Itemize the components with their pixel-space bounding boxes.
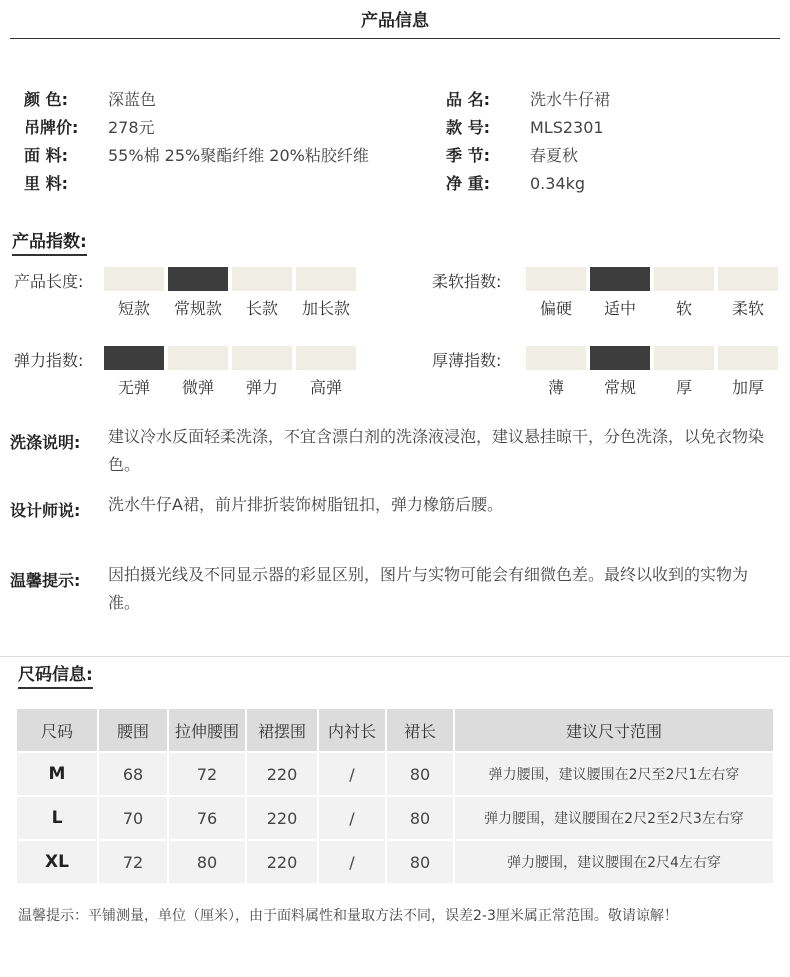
col-header-size: 尺码 — [17, 709, 97, 751]
index-label: 厚薄指数: — [432, 351, 502, 370]
page-title: 产品信息 — [361, 11, 429, 31]
info-value: 0.34kg — [530, 174, 586, 193]
info-value: 55%棉 25%聚酯纤维 20%粘胶纤维 — [108, 146, 369, 165]
index-option-label: 弹力 — [245, 378, 278, 397]
title-divider — [10, 38, 780, 39]
table-row — [17, 841, 773, 883]
info-value: 278元 — [108, 118, 155, 137]
table-cell: 80 — [387, 841, 453, 883]
table-cell: 72 — [169, 753, 245, 795]
size-table — [15, 707, 775, 885]
section-divider — [0, 656, 790, 657]
index-box — [654, 267, 714, 291]
info-label: 季 节: — [446, 146, 490, 165]
info-label: 净 重: — [446, 174, 490, 193]
index-option-label: 无弹 — [117, 378, 150, 397]
index-box — [718, 346, 778, 370]
table-cell: 220 — [247, 753, 317, 795]
note-text: 洗水牛仔A裙，前片排折装饰树脂钮扣，弹力橡筋后腰。 — [108, 495, 503, 514]
table-cell: 72 — [99, 841, 167, 883]
table-cell: / — [319, 841, 385, 883]
index-section-heading: 产品指数: — [12, 227, 87, 256]
index-box-selected — [590, 267, 650, 291]
index-option-label: 高弹 — [309, 378, 342, 397]
index-label: 产品长度: — [14, 272, 84, 291]
index-box-selected — [590, 346, 650, 370]
col-header-waist: 腰围 — [99, 709, 167, 751]
index-option-label: 适中 — [603, 299, 636, 318]
index-box — [296, 346, 356, 370]
index-box-selected — [104, 346, 164, 370]
col-header-lining-length: 内衬长 — [319, 709, 385, 751]
size-cell: M — [17, 753, 97, 795]
table-cell: 80 — [387, 797, 453, 839]
index-option-label: 软 — [675, 299, 692, 318]
info-value: 春夏秋 — [530, 146, 579, 165]
table-cell: / — [319, 753, 385, 795]
info-label: 颜 色: — [24, 90, 68, 109]
index-label: 弹力指数: — [14, 351, 84, 370]
size-cell: XL — [17, 841, 97, 883]
index-option-label: 柔软 — [731, 299, 764, 318]
note-label: 洗涤说明: — [10, 433, 81, 452]
info-label: 品 名: — [446, 90, 490, 109]
index-box — [296, 267, 356, 291]
index-option-label: 短款 — [117, 299, 150, 318]
table-cell: 弹力腰围，建议腰围在2尺至2尺1左右穿 — [455, 753, 773, 795]
info-label: 面 料: — [24, 146, 68, 165]
index-option-label: 微弹 — [181, 378, 214, 397]
note-label: 设计师说: — [10, 501, 81, 520]
info-label: 里 料: — [24, 174, 68, 193]
index-option-label: 长款 — [245, 299, 278, 318]
table-cell: 220 — [247, 797, 317, 839]
note-label: 温馨提示: — [10, 571, 81, 590]
table-cell: 80 — [169, 841, 245, 883]
table-cell: 弹力腰围，建议腰围在2尺2至2尺3左右穿 — [455, 797, 773, 839]
index-box-selected — [168, 267, 228, 291]
index-option-label: 常规款 — [173, 299, 222, 318]
col-header-hem: 裙摆围 — [247, 709, 317, 751]
info-label: 吊牌价: — [24, 118, 79, 137]
table-row — [17, 797, 773, 839]
index-option-label: 偏硬 — [539, 299, 572, 318]
index-box — [104, 267, 164, 291]
index-box — [232, 346, 292, 370]
size-section-heading: 尺码信息: — [18, 660, 93, 689]
col-header-skirt-length: 裙长 — [387, 709, 453, 751]
size-table-header — [17, 709, 773, 751]
index-label: 柔软指数: — [432, 272, 502, 291]
index-box — [232, 267, 292, 291]
note-text: 因拍摄光线及不同显示器的彩显区别，图片与实物可能会有细微色差。最终以收到的实物为准。 — [108, 565, 749, 612]
info-value: 洗水牛仔裙 — [530, 90, 611, 109]
index-option-label: 常规 — [603, 378, 636, 397]
col-header-size-advice: 建议尺寸范围 — [455, 709, 773, 751]
note-text: 建议冷水反面轻柔洗涤，不宜含漂白剂的洗涤液浸泡，建议悬挂晾干，分色洗涤，以免衣物染色。 — [108, 427, 765, 474]
index-option-label: 薄 — [547, 378, 564, 397]
index-box — [718, 267, 778, 291]
table-row — [17, 753, 773, 795]
table-cell: 弹力腰围，建议腰围在2尺4左右穿 — [455, 841, 773, 883]
index-option-label: 加长款 — [301, 299, 350, 318]
table-cell: 220 — [247, 841, 317, 883]
index-option-label: 加厚 — [731, 378, 764, 397]
info-label: 款 号: — [446, 118, 490, 137]
info-value: MLS2301 — [530, 118, 604, 137]
footer-note: 温馨提示：平铺测量，单位（厘米），由于面料属性和量取方法不同，误差2-3厘米属正常范围。敬请谅解！ — [18, 908, 678, 924]
info-value: 深蓝色 — [108, 90, 157, 109]
table-cell: 80 — [387, 753, 453, 795]
index-box — [654, 346, 714, 370]
table-cell: / — [319, 797, 385, 839]
index-box — [168, 346, 228, 370]
index-option-label: 厚 — [675, 378, 692, 397]
index-box — [526, 346, 586, 370]
col-header-stretch-waist: 拉伸腰围 — [169, 709, 245, 751]
size-cell: L — [17, 797, 97, 839]
index-box — [526, 267, 586, 291]
table-cell: 76 — [169, 797, 245, 839]
table-cell: 68 — [99, 753, 167, 795]
table-cell: 70 — [99, 797, 167, 839]
